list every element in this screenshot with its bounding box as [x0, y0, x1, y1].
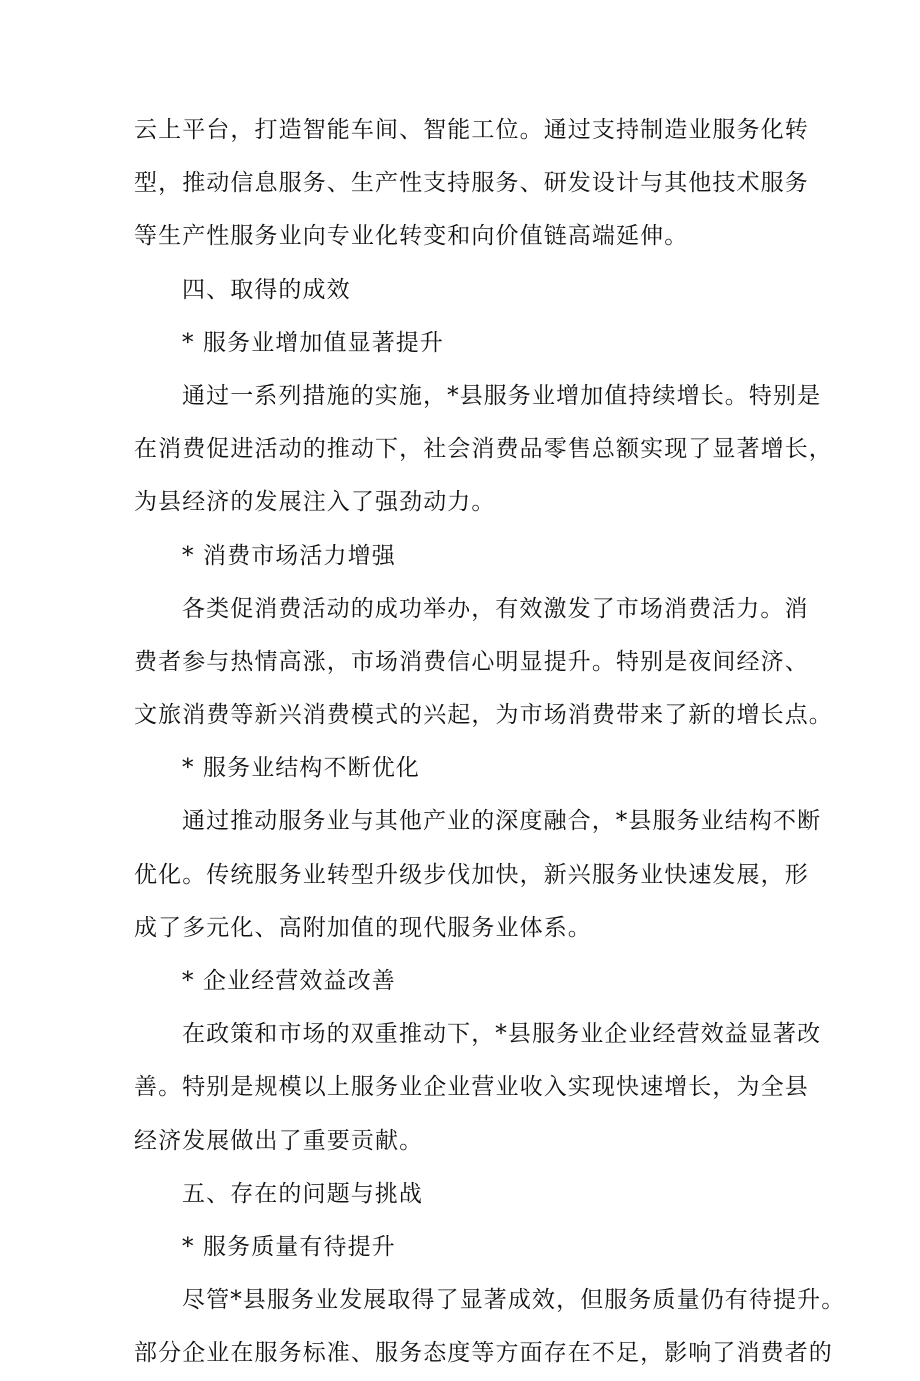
body-text-line: 尽管*县服务业发展取得了显著成效，但服务质量仍有待提升。 [182, 1287, 846, 1314]
body-text-line: 等生产性服务业向专业化转变和向价值链高端延伸。 [134, 223, 689, 250]
subsection-heading: * 企业经营效益改善 [182, 968, 396, 994]
section-heading: 五、存在的问题与挑战 [182, 1180, 423, 1207]
body-text-line: 云上平台，打造智能车间、智能工位。通过支持制造业服务化转 [134, 117, 809, 143]
subsection-heading: * 服务业增加值显著提升 [182, 329, 445, 356]
body-text-line: 费者参与热情高涨，市场消费信心明显提升。特别是夜间经济、 [134, 648, 809, 675]
body-text-line: 在消费促进活动的推动下，社会消费品零售总额实现了显著增长， [134, 436, 833, 463]
subsection-heading: * 服务质量有待提升 [182, 1233, 396, 1260]
body-text-line: 型，推动信息服务、生产性支持服务、研发设计与其他技术服务 [134, 170, 809, 197]
body-text-line: 文旅消费等新兴消费模式的兴起，为市场消费带来了新的增长点。 [134, 702, 833, 729]
body-text-line: 善。特别是规模以上服务业企业营业收入实现快速增长，为全县 [134, 1074, 809, 1101]
body-text-line: 通过推动服务业与其他产业的深度融合，*县服务业结构不断 [182, 808, 822, 835]
body-text-line: 优化。传统服务业转型升级步伐加快，新兴服务业快速发展，形 [134, 861, 809, 888]
subsection-heading: * 服务业结构不断优化 [182, 755, 420, 782]
body-text-line: 通过一系列措施的实施，*县服务业增加值持续增长。特别是 [182, 382, 822, 409]
body-text-line: 经济发展做出了重要贡献。 [134, 1127, 424, 1154]
document-page [134, 104, 846, 1381]
body-text-line: 为县经济的发展注入了强劲动力。 [134, 489, 496, 516]
body-text-line: 成了多元化、高附加值的现代服务业体系。 [134, 914, 592, 941]
body-text-line: 部分企业在服务标准、服务态度等方面存在不足，影响了消费者的 [134, 1340, 833, 1367]
subsection-heading: * 消费市场活力增强 [182, 542, 396, 569]
body-text-line: 各类促消费活动的成功举办，有效激发了市场消费活力。消 [182, 595, 809, 622]
section-heading: 四、取得的成效 [182, 276, 351, 303]
body-text-line: 在政策和市场的双重推动下，*县服务业企业经营效益显著改 [182, 1021, 822, 1048]
